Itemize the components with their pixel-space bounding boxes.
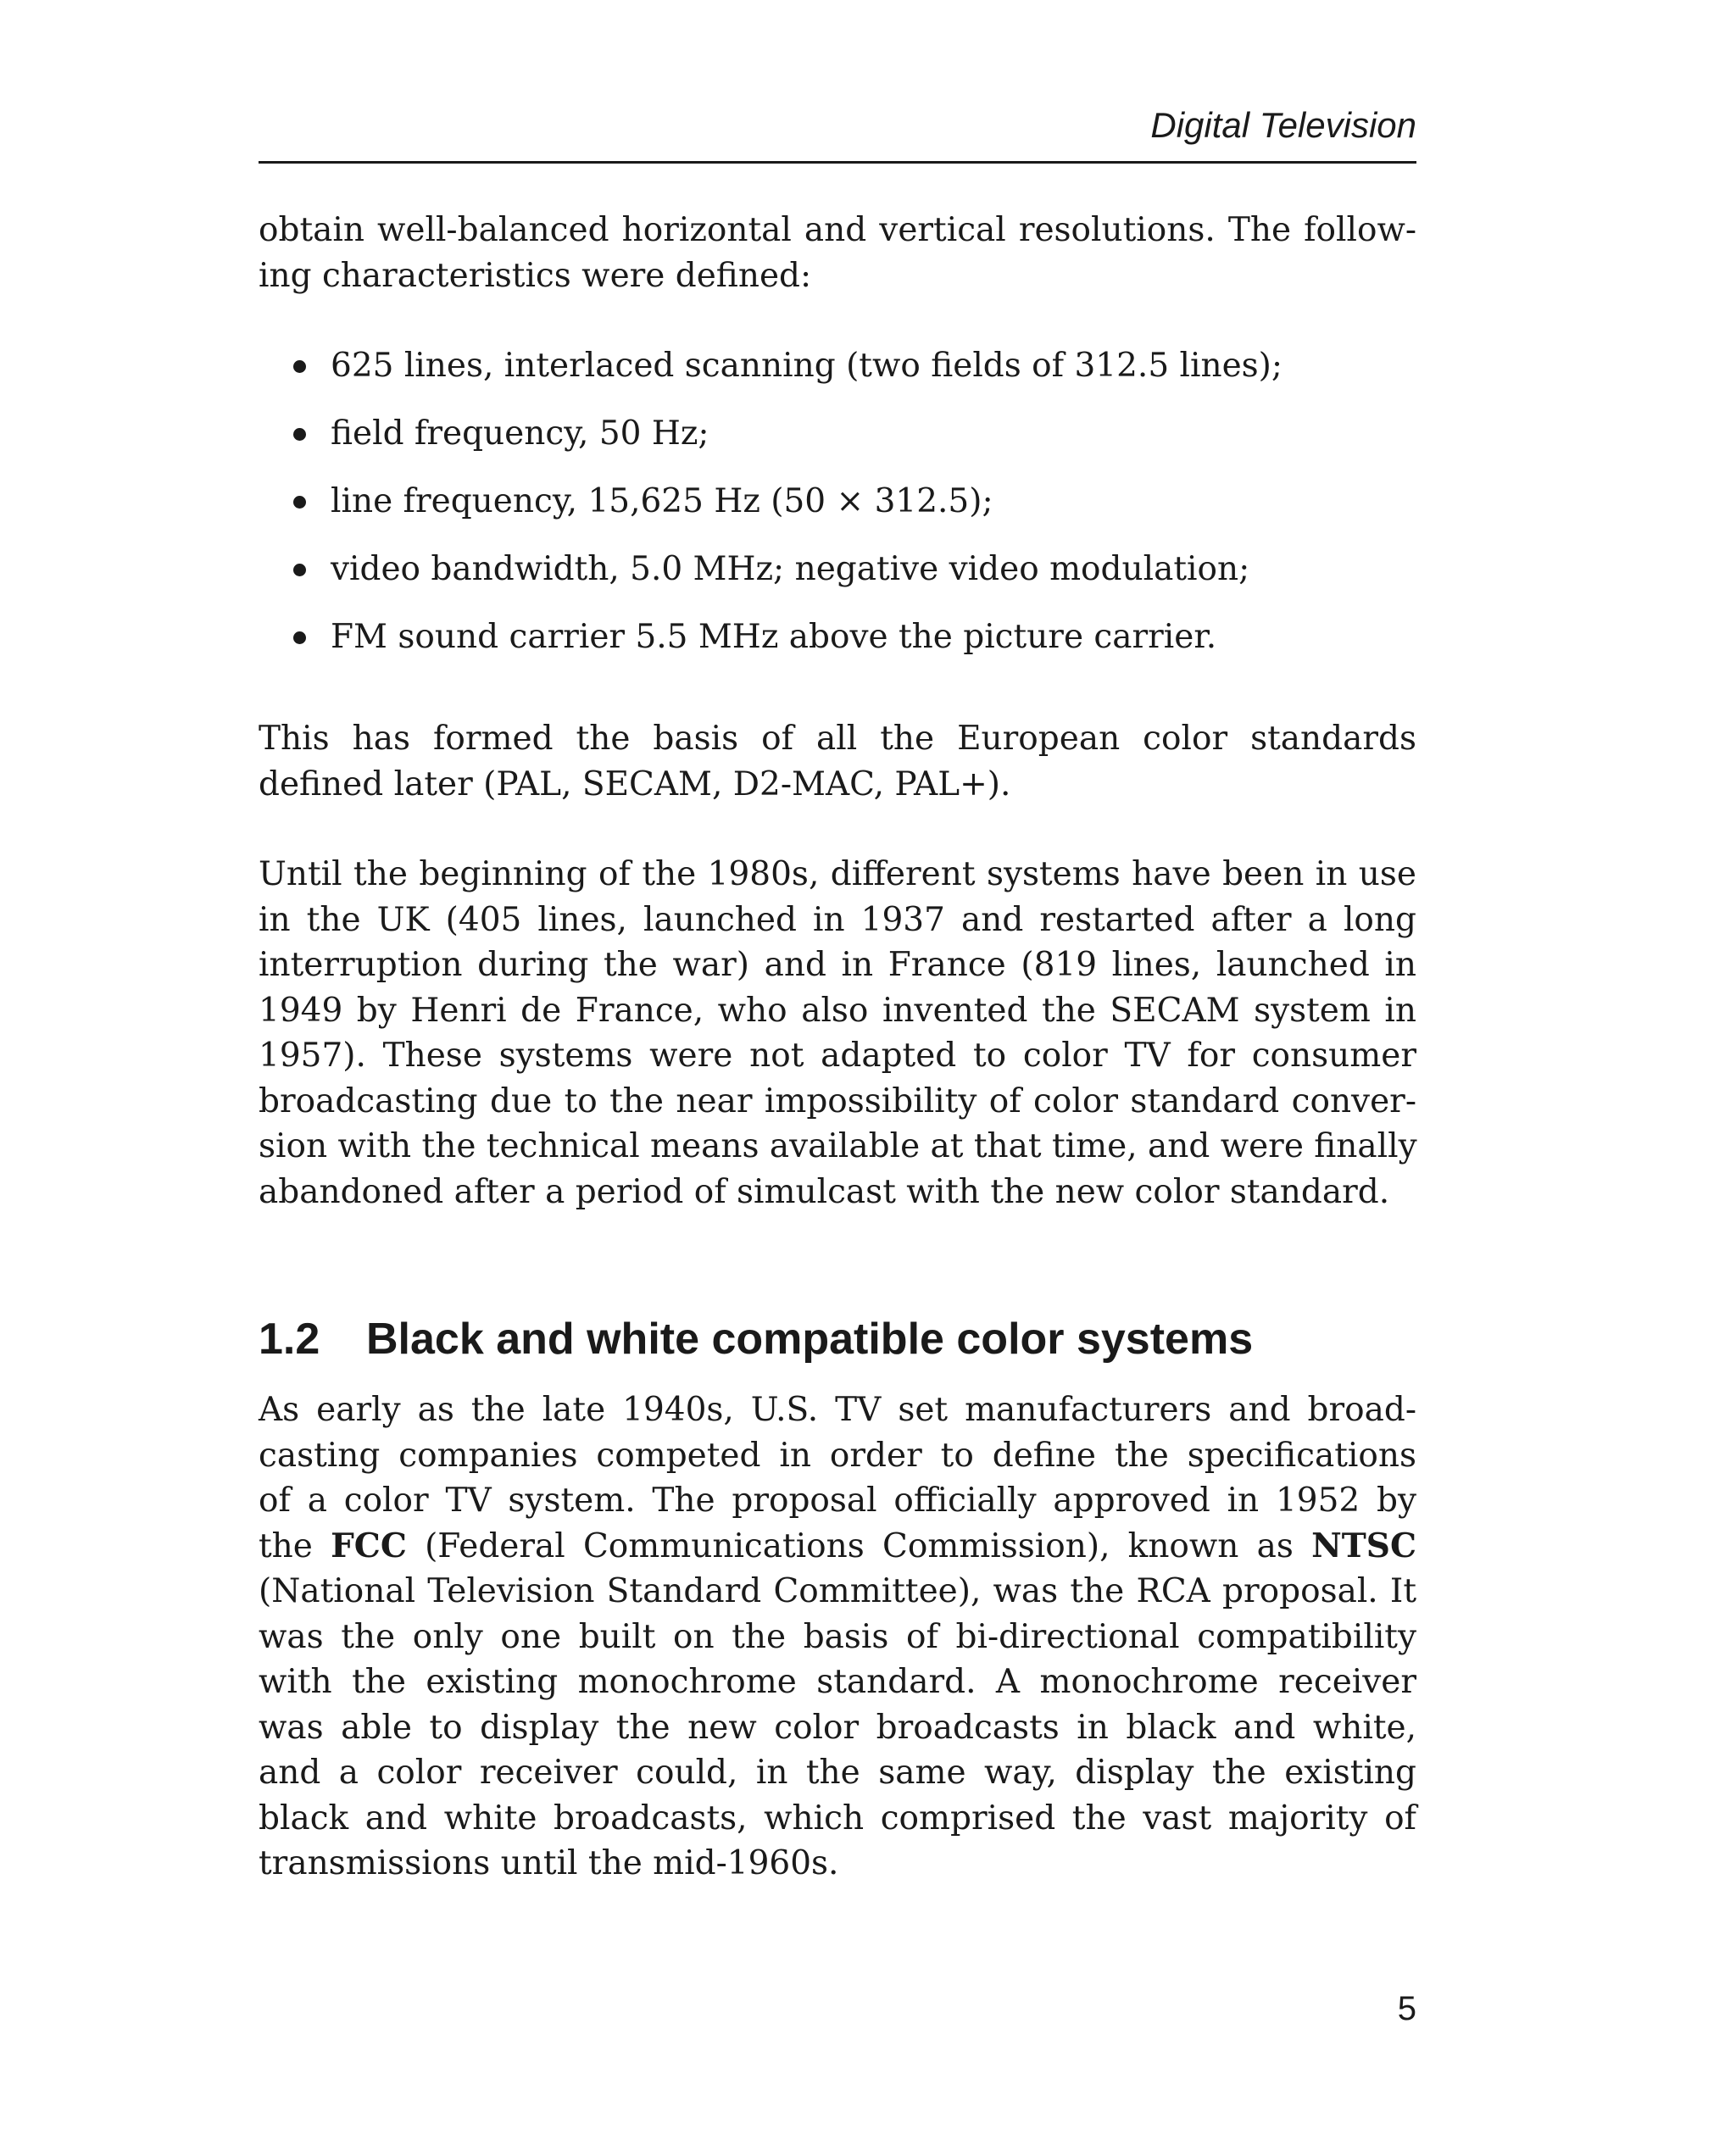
text-line: sion with the technical means available at that time, and were finally (259, 1127, 1417, 1165)
bullet-icon (293, 496, 306, 509)
text-line: casting companies competed in order to define the specifications (259, 1436, 1416, 1475)
characteristics-list (288, 343, 1416, 682)
text-line: ing characteristics were defined: (259, 256, 812, 295)
text-line: 1949 by Henri de France, who also invented the SECAM system in (259, 991, 1416, 1030)
page-number: 5 (1397, 1990, 1416, 2027)
header-rule (259, 161, 1416, 164)
bullet-icon (293, 428, 306, 441)
basis-paragraph (259, 716, 1416, 807)
list-item-text: 625 lines, interlaced scanning (two fields of 312.5 lines); (331, 347, 1283, 385)
text-line: broadcasting due to the near impossibility of color standard conver- (259, 1081, 1416, 1120)
text-line: black and white broadcasts, which comprised the vast majority of (259, 1799, 1416, 1837)
ntsc-term: NTSC (1311, 1526, 1416, 1565)
text-span: the (259, 1526, 331, 1565)
text-line: with the existing monochrome standard. A monochrome receiver (259, 1663, 1416, 1701)
list-item (288, 547, 1416, 614)
bullet-icon (293, 631, 306, 644)
ntsc-paragraph (259, 1387, 1416, 1887)
text-line: defined later (PAL, SECAM, D2-MAC, PAL+). (259, 764, 1011, 803)
text-span: (Federal Communications Commission), known as (406, 1526, 1312, 1565)
text-line: Until the beginning of the 1980s, different systems have been in use (259, 855, 1416, 893)
text-line (259, 1524, 1416, 1570)
text-line: As early as the late 1940s, U.S. TV set manufacturers and broad- (259, 1391, 1416, 1429)
bullet-icon (293, 564, 306, 576)
list-item (288, 479, 1416, 547)
running-header: Digital Television (1150, 105, 1416, 145)
list-item-text: line frequency, 15,625 Hz (50 × 312.5); (331, 482, 993, 520)
text-line: abandoned after a period of simulcast with the new color standard. (259, 1172, 1390, 1211)
text-line: in the UK (405 lines, launched in 1937 and restarted after a long (259, 900, 1416, 939)
list-item-text: video bandwidth, 5.0 MHz; negative video modulation; (331, 550, 1250, 588)
fcc-term: FCC (331, 1526, 407, 1565)
text-line: (National Television Standard Committee), was the RCA proposal. It (259, 1572, 1416, 1610)
section-number: 1.2 (259, 1315, 320, 1364)
text-line: 1957). These systems were not adapted to color TV for consumer (259, 1037, 1416, 1075)
history-paragraph (259, 852, 1416, 1215)
list-item (288, 343, 1416, 411)
text-line: transmissions until the mid-1960s. (259, 1844, 839, 1882)
section-title: Black and white compatible color systems (366, 1315, 1254, 1364)
text-line: and a color receiver could, in the same way, display the existing (259, 1754, 1416, 1792)
intro-paragraph (259, 208, 1416, 298)
list-item-text: FM sound carrier 5.5 MHz above the picture carrier. (331, 618, 1217, 656)
text-line: obtain well-balanced horizontal and vertical resolutions. The follow- (259, 211, 1416, 249)
text-line: of a color TV system. The proposal officially approved in 1952 by (259, 1482, 1416, 1520)
bullet-icon (293, 360, 306, 373)
list-item (288, 411, 1416, 479)
text-line: was able to display the new color broadcasts in black and white, (259, 1708, 1416, 1747)
section-heading (259, 1309, 1416, 1369)
text-line: This has formed the basis of all the European color standards (259, 720, 1416, 758)
text-line: was the only one built on the basis of bi-directional compatibility (259, 1617, 1416, 1656)
list-item (288, 614, 1416, 682)
list-item-text: field frequency, 50 Hz; (331, 414, 709, 453)
text-line: interruption during the war) and in France (819 lines, launched in (259, 946, 1416, 984)
